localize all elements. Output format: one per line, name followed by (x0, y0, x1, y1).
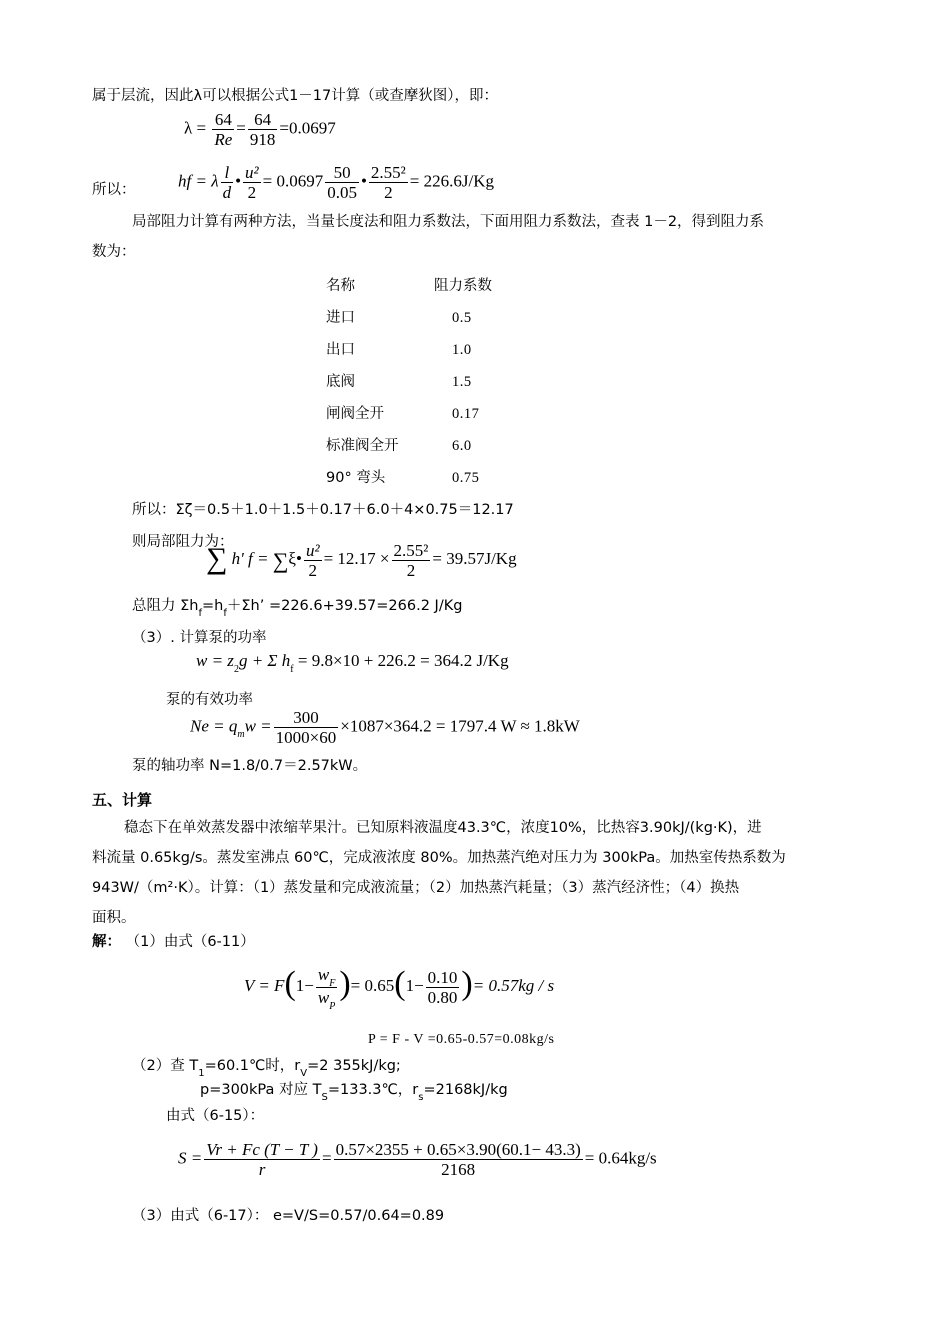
numerator: 2.55² (393, 540, 429, 560)
formula-w-mid: g + Σ h (238, 651, 291, 670)
subscript: 1 (198, 1068, 205, 1079)
step2a-1: （2）查 T (132, 1058, 199, 1074)
numerator: l (221, 163, 234, 183)
fraction (212, 110, 234, 149)
table-row-name: 标准阀全开 (326, 438, 399, 454)
formula-local-result: = 39.57J/Kg (432, 549, 517, 568)
total-res-label: 总阻力 Σh (132, 598, 199, 614)
fraction (316, 965, 337, 1010)
denominator-text: w (317, 987, 330, 1007)
text-local-resistance-2: 数为： (92, 244, 136, 260)
text-step-2a (132, 1056, 401, 1078)
label-so: 所以： (92, 182, 136, 198)
formula-ne-lhs: Ne = q (190, 716, 238, 736)
denominator (316, 988, 337, 1010)
fraction (392, 541, 431, 580)
formula-v (244, 964, 554, 1010)
table-row-value: 1.0 (452, 342, 472, 358)
table-row-value: 0.75 (452, 470, 480, 486)
formula-hf-lhs: hf = λ (178, 171, 219, 191)
text-problem-1: 稳态下在单效蒸发器中浓缩苹果汁。已知原料液温度43.3℃，浓度10%，比热容3.90kJ/(kg·K)，进 (124, 820, 762, 836)
text-pump-power-heading: （3）. 计算泵的功率 (132, 630, 267, 646)
subscript: V (300, 1068, 308, 1079)
right-paren: ) (461, 965, 473, 1002)
numerator: 50 (325, 163, 359, 183)
denominator: 2 (247, 183, 257, 202)
formula-hf: hf = λ $\frac{l}{d}$ • $\frac{\text{u²}}{2}$ = 0.0697 $\frac{50}{0.05}$ • $\frac{\text{2.55²}}{2}$ = 226.6J/Kg (178, 163, 494, 202)
step2b-2: =133.3℃，r (327, 1082, 419, 1098)
text-local-res-label: 则局部阻力为： (132, 534, 234, 550)
formula-s-result: = 0.64kg/s (584, 1148, 657, 1168)
formula-local-res: ∑ h' f = ∑ξ• $\frac{\text{u²}}{2}$ = 12.17 × $\frac{\text{2.55²}}{2}$ = 39.57J/Kg (206, 540, 517, 580)
table-header-name: 名称 (326, 278, 355, 294)
table-row-value: 1.5 (452, 374, 472, 390)
table-row-name: 90° 弯头 (326, 470, 386, 486)
formula-v-result: = 0.57kg / s (472, 976, 555, 995)
solution-label: 解： (92, 934, 121, 950)
denominator: 2 (406, 560, 416, 580)
step2b-1: p=300kPa 对应 T (200, 1082, 322, 1098)
formula-s-mid: = (321, 1148, 332, 1168)
table-row-name: 进口 (326, 310, 355, 326)
denominator: 2 (308, 560, 318, 580)
formula-s-lhs: S = (178, 1148, 203, 1168)
text-problem-4: 面积。 (92, 910, 136, 926)
formula-lambda: λ = $\frac{64}{Re}$ = $\frac{64}{918}$ =0.0697 (184, 110, 336, 149)
formula-w-result: = 9.8×10 + 226.2 = 364.2 J/Kg (297, 651, 509, 670)
text-effective-power: 泵的有效功率 (166, 692, 253, 708)
formula-lambda-result: =0.0697 (279, 118, 336, 138)
subscript: s (418, 1092, 424, 1103)
formula-hf-mid: = 0.0697 (262, 171, 324, 191)
subscript: 2 (233, 664, 239, 675)
text-shaft-power: 泵的轴功率 N=1.8/0.7＝2.57kW。 (132, 758, 368, 774)
numerator: 64 (212, 110, 234, 130)
formula-s (178, 1140, 657, 1179)
numerator (316, 965, 337, 988)
text-line-laminar: 属于层流，因此λ可以根据公式1－17计算（或查摩狄图），即： (92, 88, 499, 104)
formula-local-xi: ξ (288, 549, 297, 568)
subscript: f (198, 608, 202, 619)
formula-hf-result: = 226.6J/Kg (409, 171, 494, 191)
subscript: f (223, 608, 227, 619)
text-step-2c: 由式（6-15）： (166, 1108, 265, 1124)
left-paren: ( (284, 965, 296, 1002)
right-paren: ) (339, 965, 351, 1002)
fraction (204, 1140, 320, 1179)
denominator: d (222, 183, 232, 202)
text-step-3: （3）由式（6-17）： e=V/S=0.57/0.64=0.89 (132, 1208, 445, 1224)
formula-ne-result: ×1087×364.2 = 1797.4 W ≈ 1.8kW (340, 716, 580, 736)
formula-v-one: 1− (295, 976, 314, 995)
step2a-2: =60.1℃时，r (204, 1058, 301, 1074)
numerator: 300 (274, 708, 339, 728)
sum-icon: ∑ (272, 548, 289, 573)
fraction (274, 708, 339, 747)
text-solution (92, 932, 255, 952)
subscript: S (321, 1092, 328, 1103)
numerator-text: w (317, 964, 330, 984)
fraction (304, 541, 322, 580)
fraction (248, 110, 278, 149)
numerator: Vr + Fc (T − T ) (206, 1140, 318, 1159)
denominator: r (258, 1160, 266, 1179)
left-paren: ( (394, 965, 406, 1002)
denominator: 0.05 (327, 183, 357, 202)
section-title: 五、计算 (92, 791, 153, 809)
text-p-line: P = F - V =0.65-0.57=0.08kg/s (368, 1032, 555, 1047)
denominator: 0.80 (427, 987, 458, 1007)
denominator: 1000×60 (275, 728, 337, 747)
formula-w-lhs: w = z (196, 651, 234, 670)
numerator: 0.57×2355 + 0.65×3.90(60.1− 43.3) (335, 1140, 581, 1159)
table-row-name: 出口 (326, 342, 355, 358)
formula-ne (190, 708, 580, 747)
numerator: u² (305, 540, 320, 560)
table-row-name: 闸阀全开 (326, 406, 384, 422)
numerator: 2.55² (370, 163, 406, 182)
formula-v-mid: = 0.65 (350, 976, 395, 995)
total-res-value: =226.6+39.57=266.2 J/Kg (268, 598, 463, 614)
subscript: m (237, 729, 245, 741)
denominator: 918 (249, 130, 276, 149)
formula-v-one-2: 1− (405, 976, 424, 995)
step2b-3: =2168kJ/kg (423, 1082, 508, 1098)
table-header-coef: 阻力系数 (434, 278, 492, 294)
formula-v-lhs: V = F (244, 976, 285, 995)
table-row-value: 6.0 (452, 438, 472, 454)
fraction (369, 163, 408, 202)
fraction (221, 163, 234, 202)
numerator: 0.10 (427, 967, 458, 987)
formula-w (196, 651, 509, 674)
numerator: 64 (248, 110, 278, 130)
text-problem-2: 料流量 0.65kg/s。蒸发室沸点 60℃，完成液浓度 80%。加热蒸汽绝对压力为 300kPa。加热室传热系数为 (92, 850, 786, 866)
fraction (243, 163, 261, 202)
fraction (334, 1140, 583, 1179)
subscript: F (329, 977, 336, 989)
formula-local-mid: = 12.17 × (323, 549, 390, 568)
numerator: u² (245, 163, 259, 182)
text-total-resistance: 总阻力 $\Sigma h_f=h_f+\Sigma h$’ =226.6+39.57=266.2 J/Kg (132, 598, 463, 619)
formula-ne-w: w = (244, 716, 272, 736)
formula-local-lhs: h' f = (231, 549, 269, 568)
table-row-value: 0.5 (452, 310, 472, 326)
denominator: 2168 (441, 1160, 476, 1179)
denominator: 2 (384, 183, 393, 202)
formula-lambda-lhs: λ = (184, 118, 207, 138)
sum-icon: ∑ (206, 542, 228, 575)
text-local-resistance: 局部阻力计算有两种方法，当量长度法和阻力系数法，下面用阻力系数法，查表 1－2，得到阻力系 (132, 214, 765, 230)
table-row-name: 底阀 (326, 374, 355, 390)
text-sum-zeta: 所以：Σζ＝0.5＋1.0＋1.5＋0.17＋6.0＋4×0.75＝12.17 (132, 502, 514, 518)
fraction (325, 163, 359, 202)
solution-step-1: （1）由式（6-11） (125, 934, 255, 950)
denominator: Re (214, 130, 233, 149)
table-row-value: 0.17 (452, 406, 480, 422)
text-problem-3: 943W/（m²·K）。计算：（1）蒸发量和完成液流量；（2）加热蒸汽耗量；（3）蒸汽经济性；（4）换热 (92, 880, 740, 896)
step2a-3: =2 355kJ/kg; (307, 1058, 401, 1074)
subscript: P (329, 1000, 336, 1012)
subscript: f (290, 664, 294, 675)
text-step-2b (200, 1080, 508, 1102)
fraction (426, 968, 460, 1007)
